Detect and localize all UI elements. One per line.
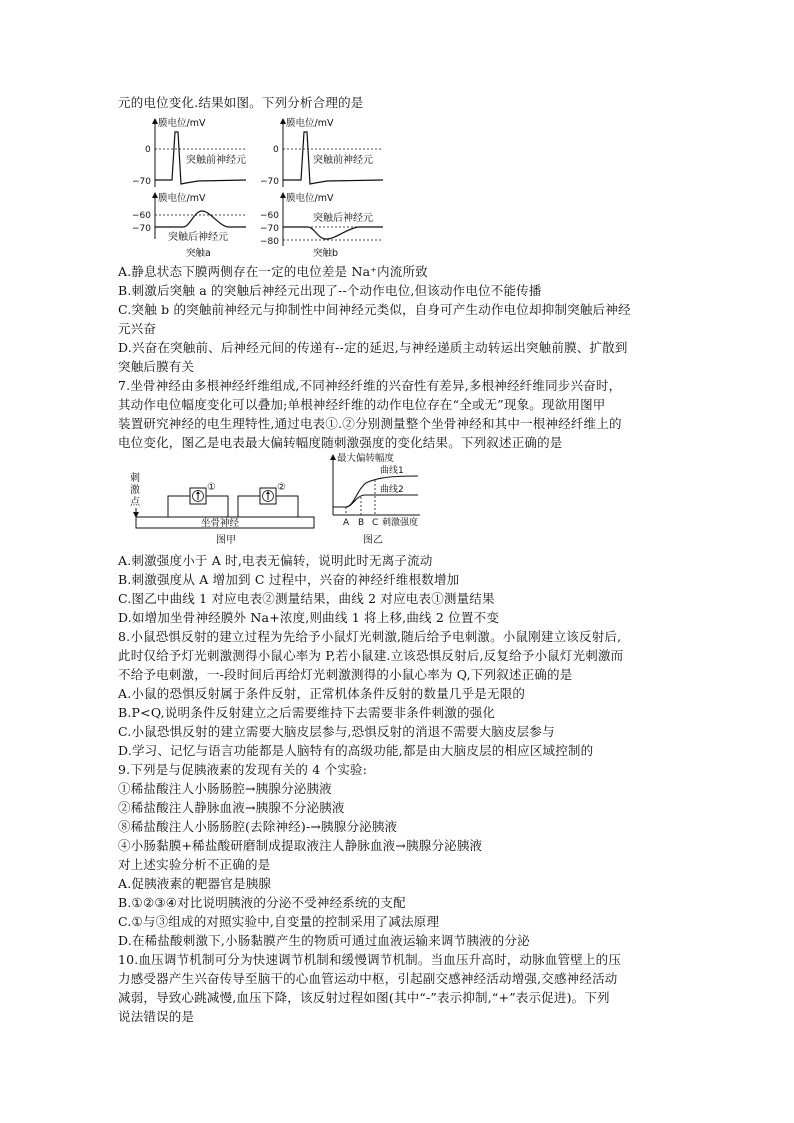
q9-question: 对上述实验分析不正确的是 [118, 857, 271, 872]
yi-ylabel: 最大偏转幅度 [337, 453, 395, 464]
q8-option-a: A.小鼠的恐惧反射属于条件反射，正常机体条件反射的数量几乎是无限的 [118, 686, 526, 701]
graph-b-post-ylabel: 膜电位/mV [286, 193, 334, 204]
q9-option-a: A.促胰液素的靶器官是胰腺 [118, 876, 272, 891]
q6-figure [128, 114, 388, 264]
q9-experiment-2: ②稀盐酸注人静脉血液→胰腺不分泌胰液 [118, 800, 345, 815]
q9-stem: 9.下列是与促胰液素的发现有关的 4 个实验: [118, 762, 368, 777]
stim-point-char-1: 刺 [130, 473, 140, 484]
q8-stem-line1: 8.小鼠恐惧反射的建立过程为先给予小鼠灯光刺激,随后给予电刺激。小鼠刚建立该反射后, [118, 629, 622, 644]
q10-stem-line1: 10.血压调节机制可分为快速调节机制和缓慢调节机制。当血压升高时，动脉血管壁上的压 [118, 952, 622, 967]
graph-b-pre-label: 突触前神经元 [313, 155, 373, 166]
graph-a-post-tick-m70: −70 [132, 224, 151, 234]
graph-b-pre-ylabel: 膜电位/mV [286, 118, 334, 129]
curve-2-label: 曲线2 [380, 485, 404, 495]
q10-stem-line3: 减弱，导致心跳减慢,血压下降，该反射过程如图(其中“-”表示抑制,“+”表示促进)。下列 [118, 990, 610, 1005]
graph-a-pre-label: 突触前神经元 [186, 155, 246, 166]
graph-b-post-tick-m60: −60 [260, 211, 279, 221]
q7-figure [128, 452, 428, 547]
q7-stem-line3: 装置研究神经的电生理特性,通过电表①.②分别测量整个坐骨神经和其中一根神经纤维上的 [118, 416, 622, 431]
graph-a-postsynaptic [132, 192, 246, 259]
q6-option-b: B.刺激后突触 a 的突触后神经元出现了--个动作电位,但该动作电位不能传播 [118, 283, 542, 298]
q7-stem-line2: 其动作电位幅度变化可以叠加;单根神经纤维的动作电位存在“全或无”现象。现欲用图甲 [118, 397, 606, 412]
caption-yi: 图乙 [363, 535, 383, 546]
q9-experiment-4: ④小肠黏膜+稀盐酸研磨制成提取液注人静脉血液→胰腺分泌胰液 [118, 838, 483, 853]
q10-stem-line4: 说法错误的是 [118, 1009, 195, 1024]
stim-point-char-3: 点 [130, 497, 140, 508]
graph-b-post-label: 突触后神经元 [313, 213, 373, 224]
q7-option-a: A.刺激强度小于 A 时,电表无偏转，说明此时无离子流动 [118, 553, 433, 568]
meter-2-label: ② [277, 482, 286, 493]
graph-b-pre-tick-m70: −70 [260, 177, 279, 187]
graph-b-postsynaptic [260, 192, 383, 259]
graph-b-presynaptic [260, 117, 383, 187]
q8-option-d: D.学习、记忆与语言功能都是人脑特有的高级功能,都是由大脑皮层的相应区域控制的 [118, 743, 594, 758]
figure-jia [130, 471, 314, 546]
q6-option-a: A.静息状态下膜两侧存在一定的电位差是 Na⁺内流所致 [118, 264, 428, 279]
q6-option-d-line2: 突触后膜有关 [118, 359, 195, 374]
q8-option-b: B.P<Q,说明条件反射建立之后需要维持下去需要非条件刺激的强化 [118, 705, 496, 720]
q6-option-d-line1: D.兴奋在突触前、后神经元间的传递有--定的延迟,与神经递质主动转运出突触前膜、扩散到 [118, 340, 628, 355]
q6-option-c-line2: 元兴奋 [118, 321, 157, 336]
meter-1-label: ① [207, 482, 216, 493]
stim-point-char-2: 激 [130, 485, 140, 496]
q9-experiment-1: ①稀盐酸注人小肠肠腔→胰腺分泌胰液 [118, 781, 332, 796]
q6-option-c-line1: C.突触 b 的突触前神经元与抑制性中间神经元类似，自身可产生动作电位却抑制突触后神经 [118, 302, 631, 317]
sciatic-nerve-label: 坐骨神经 [201, 518, 240, 529]
yi-xlabel: 刺激强度 [382, 518, 419, 528]
graph-b-post-tick-m80: −80 [260, 237, 279, 247]
graph-a-post-tick-m60: −60 [132, 211, 151, 221]
yi-tick-c: C [372, 518, 379, 528]
q7-stem-line1: 7.坐骨神经由多根神经纤维组成,不同神经纤维的兴奋性有差异,多根神经纤维同步兴奋时， [118, 378, 622, 393]
q8-stem-line3: 不给予电刺激，一-段时间后再给灯光刺激测得的小鼠心率为 Q,下列叙述正确的是 [118, 667, 573, 682]
q7-option-c: C.图乙中曲线 1 对应电表②测量结果，曲线 2 对应电表①测量结果 [118, 591, 495, 606]
yi-tick-a: A [343, 518, 350, 528]
curve-1-label: 曲线1 [380, 466, 404, 476]
graph-a-presynaptic [132, 117, 246, 187]
graph-a-post-ylabel: 膜电位/mV [158, 193, 206, 204]
q8-option-c: C.小鼠恐惧反射的建立需要大脑皮层参与,恐惧反射的消退不需要大脑皮层参与 [118, 724, 555, 739]
q9-option-b: B.①②③④对比说明胰液的分泌不受神经系统的支配 [118, 895, 406, 910]
question-6-stem-tail: 元的电位变化.结果如图。下列分析合理的是 [118, 95, 364, 110]
figure-yi [330, 452, 420, 546]
graph-b-pre-tick-0: 0 [273, 145, 279, 155]
caption-synapse-a: 突触a [186, 248, 211, 259]
q9-experiment-3: ⑧稀盐酸注人小肠肠腔(去除神经)-→胰腺分泌胰液 [118, 819, 398, 834]
yi-tick-b: B [358, 518, 365, 528]
caption-synapse-b: 突触b [313, 248, 339, 259]
graph-b-post-tick-m70: −70 [260, 224, 279, 234]
q7-stem-line4: 电位变化，图乙是电表最大偏转幅度随刺激强度的变化结果。下列叙述正确的是 [118, 435, 563, 450]
caption-jia: 图甲 [216, 535, 236, 546]
q7-option-d: D.如增加坐骨神经膜外 Na+浓度,则曲线 1 将上移,曲线 2 位置不变 [118, 610, 500, 625]
q8-stem-line2: 此时仅给予灯光刺激测得小鼠心率为 P,若小鼠建.立该恐惧反射后,反复给予小鼠灯光刺激而 [118, 648, 624, 663]
graph-a-pre-tick-m70: −70 [132, 177, 151, 187]
graph-a-pre-ylabel: 膜电位/mV [158, 118, 206, 129]
q10-stem-line2: 力感受器产生兴奋传导至脑干的心血管运动中枢，引起副交感神经活动增强,交感神经活动 [118, 971, 618, 986]
q9-option-c: C.①与③组成的对照实验中,自变量的控制采用了减法原理 [118, 914, 440, 929]
graph-a-pre-tick-0: 0 [145, 145, 151, 155]
q7-option-b: B.刺激强度从 A 增加到 C 过程中，兴奋的神经纤维根数增加 [118, 572, 460, 587]
graph-a-post-label: 突触后神经元 [168, 232, 228, 243]
q9-option-d: D.在稀盐酸刺激下,小肠黏膜产生的物质可通过血液运输来调节胰液的分泌 [118, 933, 530, 948]
